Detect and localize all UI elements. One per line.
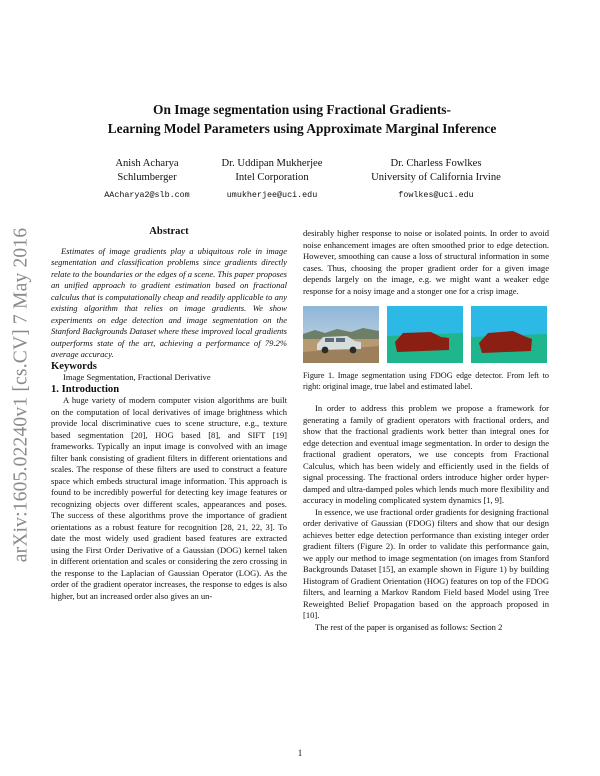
author-affiliation: Intel Corporation: [235, 172, 309, 183]
abstract-text: Estimates of image gradients play a ubiquitous role in image segmentation and classification problems since gradients directly relate to the boundaries or the edges of a scene. This paper proposes an unified approach to gradient estimation based on fractional calculus that is computationally cheap and readily applicable to any existing algorithm that relies on image gradients. We show experiments on edge detection and image segmentation on the Stanford Backgrounds Dataset where these improved local gradients outperforms state of the art, achieving a performance of 79.2% average accuracy.: [51, 245, 287, 359]
arxiv-stamp-wrap: [4, 210, 38, 580]
keywords-text: Image Segmentation, Fractional Derivative: [63, 372, 211, 382]
left-column: [51, 226, 287, 602]
abstract-heading: Abstract: [149, 226, 189, 237]
right-paragraph-2: In essence, we use fractional order gradients for designing fractional order derivative of Gaussian (FDOG) filters and show that our design achieves better edge detection performance than existing integer order gradient filters (Figure 2). In order to validate this performance gain, we apply our method to image segmentation (on images from Stanford Backgrounds Dataset [15], an example shown in Figure 1) by building Histogram of Gradient Orientation (HOG) features on top of the FDOG filters, and learning a Markov Random Field based Model using Tree Reweighted Belief Propagation based on the approach proposed in [10].: [303, 506, 549, 620]
author-email: AAcharya2@slb.com: [104, 190, 190, 200]
figure-caption: Figure 1. Image segmentation using FDOG edge detector. From left to right: original image, true label and estimated label.: [303, 371, 549, 391]
figure-estimated-label: [471, 306, 547, 363]
author-name: Anish Acharya: [115, 158, 179, 169]
title-line-2: Learning Model Parameters using Approximate Marginal Inference: [107, 121, 497, 136]
intro-heading: 1. Introduction: [51, 383, 120, 395]
right-paragraph-3: The rest of the paper is organised as follows: Section 2: [315, 621, 503, 632]
author-name: Dr. Uddipan Mukherjee: [221, 158, 323, 169]
author-affiliation: Schlumberger: [117, 172, 177, 183]
figure-true-label: [387, 306, 463, 363]
right-paragraph-0: desirably higher response to noise or isolated points. In order to avoid noise enhancement images are often smoothed prior to edge detection. However, smoothing can cause a loss of structural information in some cases. Thus, choosing the proper gradient order for a given image depends largely on the image, e.g. we might want a weaker edge response for a noisy image and a stonger one for a crisp image.: [303, 228, 549, 296]
author-affiliation: University of California Irvine: [371, 172, 501, 183]
right-paragraph-1: In order to address this problem we propose a framework for generating a family of gradient operators with fractional orders, and show that the fractional gradients work better than integral ones for edge detection and eventual image segmentation. In order to design the fractional gradient operators, we use concepts from Fractional Calculus, which has been widely and efficiently used in the fields of signal processing. The fractional orders introduce higher order hyper-damped and ultra-damped poles which lends much more flexibility and accuracy in modeling complicated system dynamics [1, 9].: [303, 403, 549, 505]
paper-title: [60, 100, 544, 138]
author-email: umukherjee@uci.edu: [226, 190, 318, 200]
author-3: [336, 157, 536, 202]
figure-1: [303, 306, 549, 363]
arxiv-stamp: arXiv:1605.02240v1 [cs.CV] 7 May 2016: [10, 227, 31, 563]
intro-paragraph-1: A huge variety of modern computer vision algorithms are built on the computation of local derivatives of image brightness which provide local discriminative cues to scene structure, e.g., texture based segmentation [20], HOG based [8], and SIFT [19] frameworks. Typically an input image is convolved with an image filter bank consisting of gradient filters in different orientations and scales. The response of these filters are used to construct a feature space which embeds structural image information. This approach is found to be incredibly powerful for detecting key image features or recognizing objects over different scales, appearances and poses. The success of these algorithms prove the importance of gradient orientations as a robust feature for recognition [28, 21, 22, 3]. To date the most widely used gradient based features are extracted using the First Order Derivative of a Gaussian (DOG) kernel taken in different orientation and scales or considering the zero crossing in the response to the Laplacian of Gaussian Operator (LOG). As the order of the gradient operator increases, the response to edges is also higher, but an increased order also gives an un-: [51, 395, 287, 601]
author-name: Dr. Charless Fowlkes: [390, 158, 482, 169]
author-2: [197, 157, 347, 202]
page-number: 1: [297, 748, 303, 758]
figure-original-image: [303, 306, 379, 363]
keywords-heading: Keywords: [51, 360, 97, 372]
author-email: fowlkes@uci.edu: [398, 190, 474, 200]
title-line-1: On Image segmentation using Fractional Gradients-: [153, 102, 451, 117]
right-column: [303, 228, 549, 633]
